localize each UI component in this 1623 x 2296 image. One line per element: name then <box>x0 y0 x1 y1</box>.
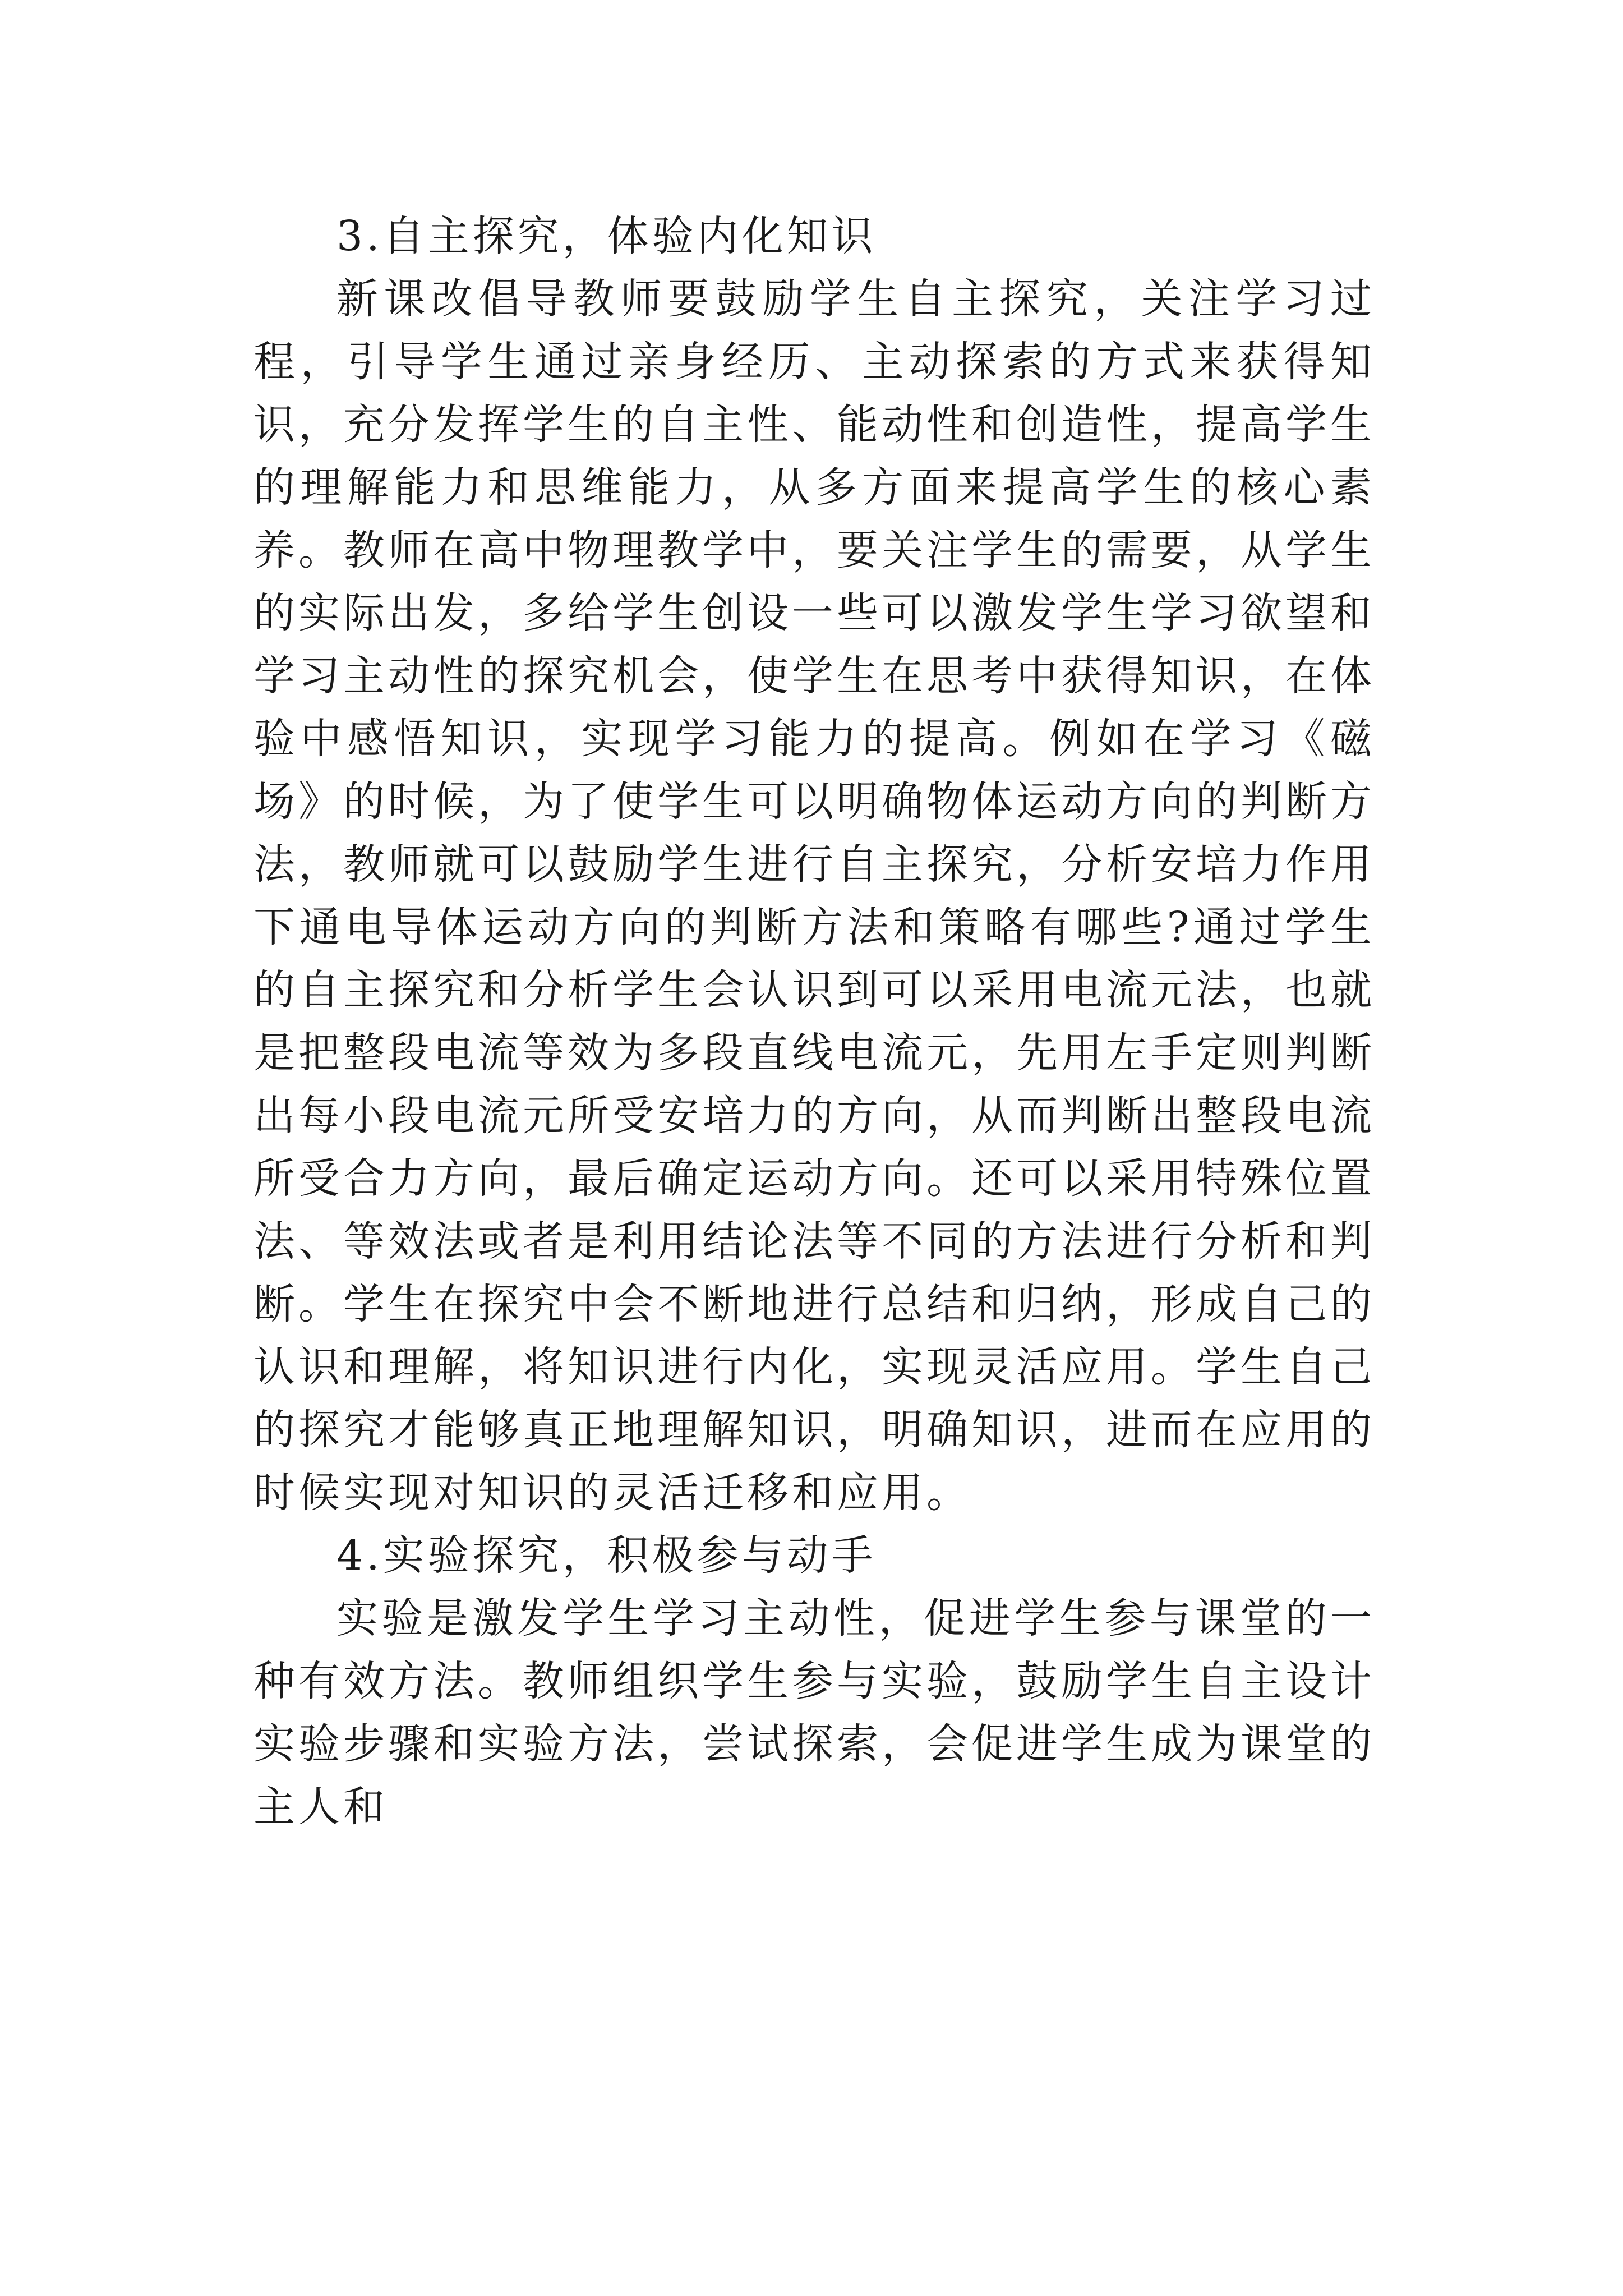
document-body <box>253 205 1375 1838</box>
section-paragraph-4: 实验是激发学生学习主动性，促进学生参与课堂的一种有效方法。教师组织学生参与实验，鼓励学生自主设计实验步骤和实验方法，尝试探索，会促进学生成为课堂的主人和 <box>253 1594 1375 1831</box>
section-heading-3: 3.自主探究，体验内化知识 <box>336 212 877 260</box>
section-paragraph-3: 新课改倡导教师要鼓励学生自主探究，关注学习过程，引导学生通过亲身经历、主动探索的方式来获得知识，充分发挥学生的自主性、能动性和创造性，提高学生的理解能力和思维能力，从多方面来提高学生的核心素养。教师在高中物理教学中，要关注学生的需要，从学生的实际出发，多给学生创设一些可以激发学生学习欲望和学习主动性的探究机会，使学生在思考中获得知识，在体验中感悟知识，实现学习能力的提高。例如在学习《磁场》的时候，为了使学生可以明确物体运动方向的判断方法，教师就可以鼓励学生进行自主探究，分析安培力作用下通电导体运动方向的判断方法和策略有哪些?通过学生的自主探究和分析学生会认识到可以采用电流元法，也就是把整段电流等效为多段直线电流元，先用左手定则判断出每小段电流元所受安培力的方向，从而判断出整段电流所受合力方向，最后确定运动方向。还可以采用特殊位置法、等效法或者是利用结论法等不同的方法进行分析和判断。学生在探究中会不断地进行总结和归纳，形成自己的认识和理解，将知识进行内化，实现灵活应用。学生自己的探究才能够真正地理解知识，明确知识，进而在应用的时候实现对知识的灵活迁移和应用。 <box>253 275 1375 1517</box>
section-heading-4: 4.实验探究，积极参与动手 <box>336 1531 877 1580</box>
